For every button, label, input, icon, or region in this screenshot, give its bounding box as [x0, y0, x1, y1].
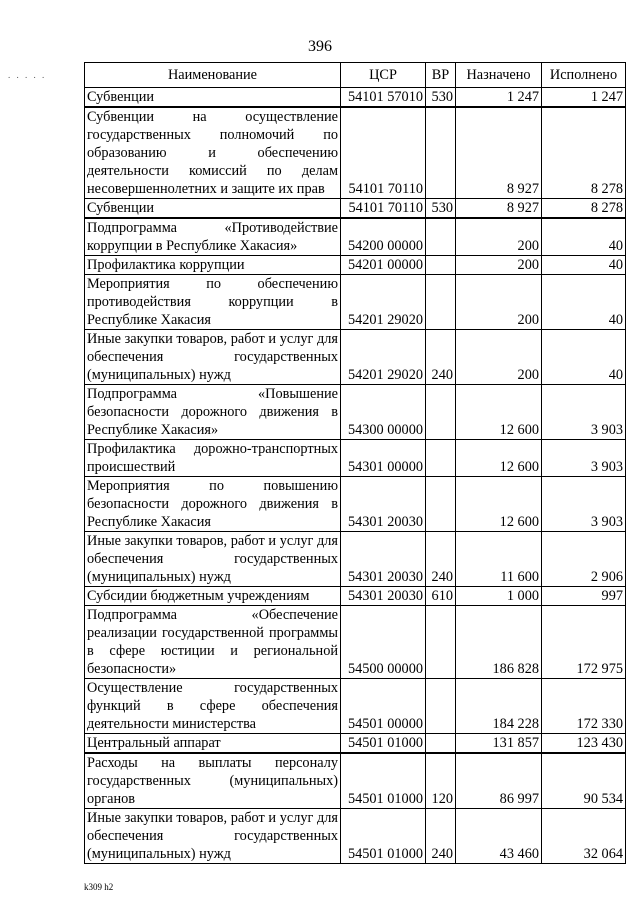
header-assigned: Назначено: [456, 63, 542, 88]
table-row: [85, 275, 626, 330]
cell-csr: 54301 20030: [341, 477, 426, 532]
footer-code: k309 h2: [84, 882, 114, 892]
cell-executed: 2 906: [542, 532, 626, 587]
cell-assigned: 8 927: [456, 107, 542, 199]
cell-vr: [426, 385, 456, 440]
cell-name: Мероприятия по обеспечению противодействия коррупции в Республике Хакасия: [85, 275, 341, 330]
cell-csr: 54301 00000: [341, 440, 426, 477]
cell-executed: 997: [542, 587, 626, 606]
cell-assigned: 200: [456, 275, 542, 330]
table-header-row: [85, 63, 626, 88]
cell-csr: 54300 00000: [341, 385, 426, 440]
cell-name: Центральный аппарат: [85, 734, 341, 754]
table-row: [85, 679, 626, 734]
table-row: [85, 809, 626, 864]
cell-csr: 54101 70110: [341, 199, 426, 219]
cell-executed: 172 975: [542, 606, 626, 679]
cell-csr: 54501 01000: [341, 734, 426, 754]
cell-vr: 530: [426, 199, 456, 219]
cell-vr: [426, 256, 456, 275]
cell-executed: 3 903: [542, 440, 626, 477]
cell-assigned: 200: [456, 256, 542, 275]
cell-csr: 54501 01000: [341, 753, 426, 809]
cell-vr: [426, 606, 456, 679]
cell-vr: [426, 107, 456, 199]
table-body: [85, 88, 626, 864]
table-row: [85, 385, 626, 440]
cell-assigned: 200: [456, 330, 542, 385]
cell-executed: 172 330: [542, 679, 626, 734]
cell-assigned: 11 600: [456, 532, 542, 587]
header-name: Наименование: [85, 63, 341, 88]
cell-vr: 610: [426, 587, 456, 606]
cell-csr: 54201 29020: [341, 275, 426, 330]
cell-csr: 54501 00000: [341, 679, 426, 734]
cell-vr: [426, 440, 456, 477]
cell-csr: 54101 57010: [341, 88, 426, 108]
header-vr: ВР: [426, 63, 456, 88]
cell-name: Субсидии бюджетным учреждениям: [85, 587, 341, 606]
cell-name: Иные закупки товаров, работ и услуг для обеспечения государственных (муниципальных) нужд: [85, 532, 341, 587]
cell-executed: 40: [542, 256, 626, 275]
cell-executed: 3 903: [542, 385, 626, 440]
cell-name: Подпрограмма «Обеспечение реализации государственной программы в сфере юстиции и региональной безопасности»: [85, 606, 341, 679]
table-row: [85, 218, 626, 256]
cell-assigned: 186 828: [456, 606, 542, 679]
cell-assigned: 1 247: [456, 88, 542, 108]
cell-assigned: 12 600: [456, 477, 542, 532]
cell-executed: 123 430: [542, 734, 626, 754]
header-executed: Исполнено: [542, 63, 626, 88]
cell-executed: 40: [542, 330, 626, 385]
table-row: [85, 477, 626, 532]
cell-executed: 1 247: [542, 88, 626, 108]
cell-csr: 54101 70110: [341, 107, 426, 199]
budget-table: [84, 62, 626, 864]
cell-name: Мероприятия по повышению безопасности дорожного движения в Республике Хакасия: [85, 477, 341, 532]
cell-name: Подпрограмма «Повышение безопасности дорожного движения в Республике Хакасия»: [85, 385, 341, 440]
table-row: [85, 88, 626, 108]
cell-executed: 3 903: [542, 477, 626, 532]
cell-name: Подпрограмма «Противодействие коррупции в Республике Хакасия»: [85, 218, 341, 256]
cell-vr: 240: [426, 532, 456, 587]
cell-name: Субвенции: [85, 88, 341, 108]
cell-vr: [426, 218, 456, 256]
cell-name: Профилактика дорожно-транспортных происшествий: [85, 440, 341, 477]
table-row: [85, 256, 626, 275]
cell-vr: 120: [426, 753, 456, 809]
cell-executed: 32 064: [542, 809, 626, 864]
cell-assigned: 8 927: [456, 199, 542, 219]
table-row: [85, 606, 626, 679]
cell-executed: 40: [542, 218, 626, 256]
cell-vr: 240: [426, 330, 456, 385]
cell-vr: 240: [426, 809, 456, 864]
cell-assigned: 12 600: [456, 385, 542, 440]
table-row: [85, 107, 626, 199]
cell-csr: 54201 29020: [341, 330, 426, 385]
cell-executed: 8 278: [542, 199, 626, 219]
table-row: [85, 330, 626, 385]
table-row: [85, 440, 626, 477]
cell-name: Субвенции на осуществление государственных полномочий по образованию и обеспечению деятельности комиссий по делам несовершеннолетних и защите их прав: [85, 107, 341, 199]
cell-csr: 54301 20030: [341, 532, 426, 587]
cell-vr: [426, 275, 456, 330]
table-row: [85, 587, 626, 606]
cell-assigned: 86 997: [456, 753, 542, 809]
cell-vr: [426, 477, 456, 532]
cell-executed: 90 534: [542, 753, 626, 809]
cell-assigned: 12 600: [456, 440, 542, 477]
cell-name: Осуществление государственных функций в сфере обеспечения деятельности министерства: [85, 679, 341, 734]
cell-name: Иные закупки товаров, работ и услуг для обеспечения государственных (муниципальных) нужд: [85, 809, 341, 864]
cell-csr: 54500 00000: [341, 606, 426, 679]
cell-vr: [426, 734, 456, 754]
margin-marks: . . . . .: [8, 70, 47, 80]
cell-csr: 54501 01000: [341, 809, 426, 864]
cell-name: Иные закупки товаров, работ и услуг для обеспечения государственных (муниципальных) нужд: [85, 330, 341, 385]
cell-assigned: 131 857: [456, 734, 542, 754]
table-row: [85, 734, 626, 754]
cell-executed: 8 278: [542, 107, 626, 199]
cell-csr: 54301 20030: [341, 587, 426, 606]
header-csr: ЦСР: [341, 63, 426, 88]
cell-assigned: 1 000: [456, 587, 542, 606]
table-row: [85, 753, 626, 809]
cell-csr: 54200 00000: [341, 218, 426, 256]
page-number: 396: [308, 38, 332, 55]
table-row: [85, 532, 626, 587]
cell-assigned: 184 228: [456, 679, 542, 734]
cell-name: Расходы на выплаты персоналу государственных (муниципальных) органов: [85, 753, 341, 809]
cell-name: Субвенции: [85, 199, 341, 219]
table-row: [85, 199, 626, 219]
cell-executed: 40: [542, 275, 626, 330]
cell-assigned: 200: [456, 218, 542, 256]
cell-vr: 530: [426, 88, 456, 108]
cell-name: Профилактика коррупции: [85, 256, 341, 275]
cell-assigned: 43 460: [456, 809, 542, 864]
cell-csr: 54201 00000: [341, 256, 426, 275]
cell-vr: [426, 679, 456, 734]
